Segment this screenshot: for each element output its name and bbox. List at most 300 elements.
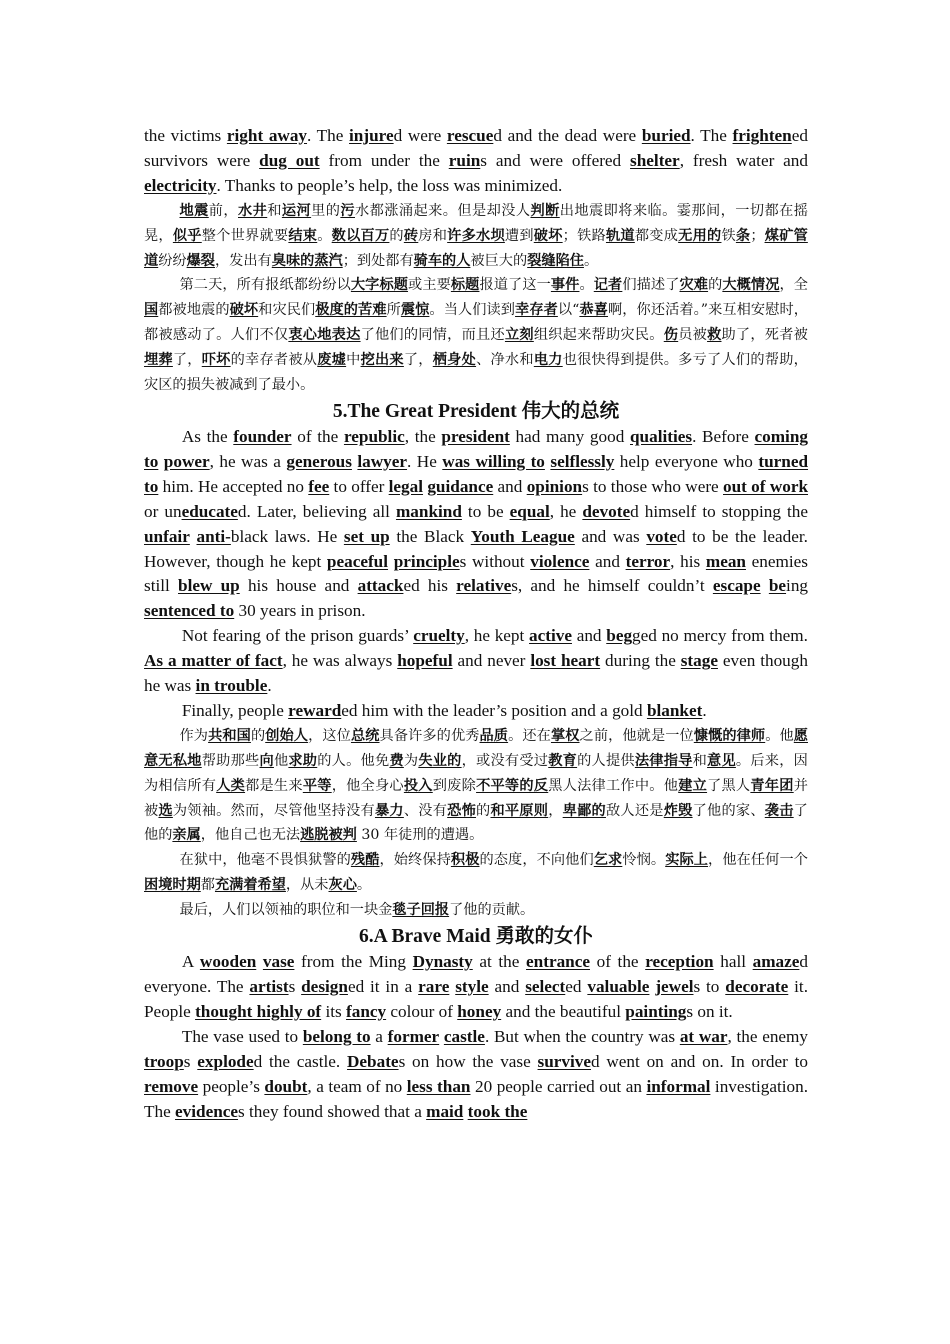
text-run: 助了，死者被 <box>721 327 808 344</box>
section5-english-paragraph-2 <box>144 624 808 699</box>
text-run: ，这位 <box>308 727 351 744</box>
key-term: escape <box>712 576 761 596</box>
key-term: set up <box>343 526 390 546</box>
key-term: 青年团 <box>750 777 794 794</box>
key-term: 似乎 <box>172 227 202 244</box>
text-run: ，始终保持 <box>379 852 451 869</box>
text-run: 以“ <box>557 302 580 319</box>
text-run: 。 <box>583 252 599 269</box>
text-run: 到废除 <box>432 777 477 794</box>
key-term: 毯子回报 <box>392 902 450 919</box>
text-run: . <box>267 676 272 696</box>
text-run: d to be the leader. However, though he kept <box>144 526 808 571</box>
key-term: artist <box>249 977 289 996</box>
key-term: 愿意无私地 <box>144 727 808 769</box>
key-term: ruin <box>448 150 481 170</box>
text-run: The vase used to <box>181 1026 303 1046</box>
key-term: style <box>455 977 489 996</box>
section5-chinese-paragraph-3 <box>144 898 808 923</box>
text-run: 。 <box>356 877 372 894</box>
key-term: beg <box>606 626 633 646</box>
key-term: less than <box>406 1076 471 1096</box>
text-run: of the <box>589 952 646 972</box>
text-run: during the <box>600 651 681 671</box>
text-run: s <box>183 1051 198 1071</box>
key-term: Youth League <box>470 526 575 546</box>
key-term: 法律指导 <box>634 752 693 769</box>
key-term: attack <box>357 576 404 596</box>
key-term: 袭击 <box>764 802 794 819</box>
key-term: entrance <box>526 952 590 972</box>
text-run: 铁 <box>721 227 736 244</box>
text-run: 了黑人 <box>707 777 751 794</box>
key-term: troop <box>144 1051 184 1071</box>
text-run: s on how the vase <box>398 1051 538 1071</box>
section5-title: 5.The Great President 伟大的总统 <box>332 400 620 422</box>
key-term: maid <box>426 1101 464 1121</box>
text-run: , fresh water and <box>679 150 808 170</box>
text-run: ，他自己也无法 <box>200 827 301 844</box>
text-run: a <box>370 1026 388 1046</box>
text-run: 、净水和 <box>476 352 534 369</box>
text-run: Finally, people <box>181 700 289 720</box>
text-run: and <box>488 977 526 996</box>
text-run: ed him with the leader’s position and a gold <box>341 700 647 720</box>
key-term: 不平等的反 <box>476 777 549 794</box>
key-term: castle <box>443 1026 485 1046</box>
text-run: d went on and on. In order to <box>591 1051 808 1071</box>
text-run: 在狱中，他毫不畏惧狱警的 <box>179 852 351 869</box>
text-run: his house and <box>239 576 358 596</box>
key-term: devote <box>582 501 631 521</box>
text-run: ed <box>565 977 588 996</box>
text-run: 30 年徒刑的遭遇。 <box>356 827 484 844</box>
text-run: 的 <box>476 802 491 819</box>
key-term: lawyer <box>357 451 408 471</box>
text-run: ；铁路 <box>562 227 606 244</box>
key-term: honey <box>457 1001 502 1021</box>
text-run: 啊，你还活着。”来互相安慰时，都被感动了。人们不仅 <box>144 302 808 344</box>
text-run: 水都涨涌起来。但是却没人 <box>355 202 531 219</box>
text-run: 之前，他就是一位 <box>579 727 694 744</box>
text-run: . He <box>407 451 443 471</box>
section6-title: 6.A Brave Maid 勇敢的女仆 <box>359 926 593 948</box>
text-run: had many good <box>509 426 630 446</box>
key-term: 污 <box>340 202 355 219</box>
key-term: 骑车的人 <box>413 252 471 269</box>
text-run: 、没有 <box>403 802 448 819</box>
text-run: 并被 <box>144 777 808 819</box>
key-term: rare <box>418 977 450 996</box>
key-term: remove <box>144 1076 199 1096</box>
key-term: 吓坏 <box>201 352 231 369</box>
key-term: founder <box>233 426 292 446</box>
key-term: 逃脱被判 <box>300 827 357 844</box>
key-term: out of work <box>723 476 809 496</box>
key-term: 平等 <box>302 777 332 794</box>
key-term: 地震 <box>179 202 209 219</box>
text-run: s on it. <box>686 1001 733 1021</box>
text-run: 了， <box>172 352 202 369</box>
key-term: violence <box>530 551 590 571</box>
key-term: 教育 <box>548 752 578 769</box>
text-run: ，从未 <box>285 877 329 894</box>
text-run: help everyone who <box>614 451 759 471</box>
key-term: 无用的 <box>678 227 722 244</box>
text-run: 都被地震的 <box>158 302 230 319</box>
text-run: ged no mercy from them. <box>632 626 808 646</box>
key-term: 大字标题 <box>350 277 409 294</box>
key-term: 残酷 <box>350 852 380 869</box>
key-term: 幸存者 <box>515 302 558 319</box>
key-term: 国 <box>144 302 159 319</box>
text-run: 遭到 <box>504 227 534 244</box>
text-run: 的 <box>250 727 266 744</box>
key-term: 废墟 <box>317 352 347 369</box>
key-term: select <box>525 977 566 996</box>
key-term: 震惊 <box>400 302 430 319</box>
key-term: fancy <box>346 1001 387 1021</box>
key-term: dug out <box>259 150 320 170</box>
key-term: design <box>301 977 348 996</box>
key-term: frighten <box>732 126 792 145</box>
text-run: , the <box>404 426 442 446</box>
key-term: anti- <box>196 526 231 546</box>
text-run: and <box>589 551 626 571</box>
text-run: enemies still <box>144 551 808 596</box>
section6-english-paragraph-1 <box>144 950 808 1025</box>
text-run: s they found showed that a <box>238 1101 427 1121</box>
text-run: ，他在任何一个 <box>708 852 808 869</box>
key-term: 破坏 <box>533 227 563 244</box>
text-run: 出地震即将来临。霎那间，一切都在摇晃， <box>144 202 808 244</box>
text-run: 最后，人们以领袖的职位和一块金 <box>179 902 393 919</box>
text-run: . The <box>307 126 350 145</box>
key-term: vase <box>262 952 295 972</box>
key-term: 标题 <box>450 277 480 294</box>
key-term: president <box>441 426 510 446</box>
key-term: guidance <box>427 476 494 496</box>
text-run: 。他 <box>765 727 794 744</box>
key-term: amaze <box>752 952 800 972</box>
key-term: 极度的苦难 <box>315 302 387 319</box>
text-run: , the enemy <box>727 1026 809 1046</box>
key-term: Dynasty <box>412 952 473 972</box>
key-term: 慷慨的律师 <box>693 727 766 744</box>
key-term: valuable <box>587 977 650 996</box>
key-term: 费 <box>389 752 404 769</box>
key-term: 许多水坝 <box>447 227 505 244</box>
text-run: 被巨大的 <box>470 252 528 269</box>
key-term: 数以百万 <box>331 227 390 244</box>
key-term: 砖 <box>403 227 419 244</box>
text-run: 和 <box>267 202 282 219</box>
text-run: d the castle. <box>253 1051 348 1071</box>
text-run: 也很快得到提供。多亏了人们的帮助，灾区的损失被减到了最小。 <box>144 352 808 394</box>
key-term: 求助 <box>288 752 318 769</box>
text-run: 的人提供 <box>577 752 635 769</box>
text-run: ；到处都有 <box>342 252 414 269</box>
text-run: 怜悯。 <box>622 852 666 869</box>
text-run: As the <box>181 426 234 446</box>
key-term: jewel <box>655 977 694 996</box>
text-run: 都 <box>200 877 215 894</box>
key-term: former <box>387 1026 440 1046</box>
key-term: 事件 <box>550 277 580 294</box>
key-term: opinion <box>526 476 583 496</box>
text-run: . Thanks to people’s help, the loss was minimized. <box>216 175 563 195</box>
section6-english-paragraph-2 <box>144 1025 808 1125</box>
key-term: 灰心 <box>328 877 357 894</box>
key-term: 恭喜 <box>579 302 609 319</box>
text-run: 纷纷 <box>158 252 187 269</box>
key-term: right away <box>226 126 308 145</box>
key-term: at war <box>679 1026 728 1046</box>
text-run: hall <box>713 952 753 972</box>
key-term: sentenced to <box>144 601 235 621</box>
text-run: 里的 <box>311 202 341 219</box>
text-run: , he was a <box>209 451 287 471</box>
key-term: blew up <box>178 576 240 596</box>
text-run <box>761 576 769 595</box>
key-term: 裂缝陷住 <box>527 252 584 269</box>
text-run: ing <box>786 576 809 596</box>
text-run: from the Ming <box>294 952 413 972</box>
key-term: 失业的 <box>418 752 462 769</box>
key-term: legal <box>388 476 424 496</box>
key-term: belong to <box>302 1026 371 1046</box>
key-term: 水井 <box>238 202 268 219</box>
key-term: 炸毁 <box>663 802 693 819</box>
text-run: , he was always <box>282 651 398 671</box>
key-term: electricity <box>144 175 217 195</box>
section5-chinese-paragraph-1 <box>144 724 808 849</box>
key-term: unfair <box>144 526 190 546</box>
text-run: him. He accepted no <box>158 476 309 496</box>
key-term: thought highly of <box>195 1001 322 1021</box>
text-run: 房和 <box>418 227 448 244</box>
key-term: 卑鄙的 <box>562 802 606 819</box>
text-run: to offer <box>329 476 389 496</box>
text-run: 们描述了 <box>622 277 680 294</box>
text-run: 前， <box>208 202 238 219</box>
text-run: 中 <box>346 352 361 369</box>
text-run: 30 years in prison. <box>234 601 366 621</box>
key-term: cruelty <box>413 626 465 646</box>
key-term: 记者 <box>593 277 623 294</box>
text-run: 和 <box>692 752 708 769</box>
text-run: ed survivors were <box>144 126 808 170</box>
key-term: 栖身处 <box>432 352 477 369</box>
section4-chinese-paragraph-1 <box>144 199 808 274</box>
key-term: 意见 <box>707 752 736 769</box>
text-run: 。 <box>579 277 594 294</box>
key-term: 救 <box>707 327 722 344</box>
text-run: 。还在 <box>508 727 551 744</box>
text-run: ，他全身心 <box>331 777 404 794</box>
key-term: stage <box>680 651 718 671</box>
text-run: d himself to stopping the <box>630 501 808 521</box>
text-run: and never <box>452 651 531 671</box>
key-term: fee <box>308 476 330 496</box>
key-term: 建立 <box>678 777 708 794</box>
key-term: 轨道 <box>605 227 635 244</box>
text-run: 的人。他免 <box>317 752 390 769</box>
text-run: d and the dead were <box>493 126 642 145</box>
key-term: terror <box>625 551 671 571</box>
text-run: 的态度，不向他们 <box>479 852 594 869</box>
key-term: was willing to <box>442 451 545 471</box>
key-term: hopeful <box>397 651 453 671</box>
text-run: , his <box>670 551 706 571</box>
key-term: Debate <box>347 1051 399 1071</box>
text-run: ed his <box>403 576 457 596</box>
key-term: 爆裂 <box>186 252 215 269</box>
key-term: 创始人 <box>265 727 309 744</box>
text-run: investigation. The <box>144 1076 809 1121</box>
key-term: wooden <box>199 952 257 972</box>
text-run: even though he was <box>144 651 808 696</box>
text-run: it. People <box>144 977 808 1021</box>
key-term: 实际上 <box>665 852 709 869</box>
text-run: 都是生来 <box>245 777 303 794</box>
key-term: 结束 <box>288 227 318 244</box>
key-term: painting <box>625 1001 687 1021</box>
key-term: 埋葬 <box>144 352 173 369</box>
key-term: 灾难 <box>679 277 709 294</box>
key-term: 人类 <box>216 777 246 794</box>
text-run: at the <box>472 952 527 972</box>
key-term: 投入 <box>403 777 433 794</box>
key-term: lost heart <box>530 651 601 671</box>
key-term: in trouble <box>195 676 268 696</box>
text-run: 为领袖。然而，尽管他坚持没有 <box>172 802 375 819</box>
key-term: peaceful <box>326 551 389 571</box>
key-term: 选 <box>158 802 173 819</box>
text-run: , he kept <box>464 626 530 646</box>
key-term: 大概情况 <box>722 277 780 294</box>
key-term: vote <box>646 526 677 546</box>
key-term: 条 <box>735 227 751 244</box>
key-term: rescue <box>446 126 494 145</box>
key-term: active <box>529 626 572 646</box>
key-term: shelter <box>630 150 680 170</box>
text-run: 的幸存者被从 <box>230 352 318 369</box>
text-run: colour of <box>386 1001 458 1021</box>
key-term: 煤矿管道 <box>144 227 808 269</box>
key-term: 亲属 <box>172 827 201 844</box>
text-run: d were <box>393 126 447 145</box>
section5-english-paragraph-3 <box>144 699 808 724</box>
text-run: 第二天，所有报纸都纷纷以 <box>179 277 351 294</box>
key-term: qualities <box>630 426 693 446</box>
section5-english-paragraph-1 <box>144 425 808 624</box>
key-term: buried <box>641 126 691 145</box>
text-run: its <box>321 1001 346 1021</box>
key-term: As a matter of fact <box>144 651 283 671</box>
key-term: 破坏 <box>229 302 259 319</box>
key-term: mankind <box>395 501 462 521</box>
text-run: 或主要 <box>408 277 451 294</box>
text-run: s and were offered <box>480 150 631 170</box>
text-run: from under the <box>319 150 449 170</box>
text-run: 员被 <box>678 327 708 344</box>
text-run <box>256 952 263 971</box>
text-run: and was <box>574 526 647 546</box>
section5-chinese-paragraph-2 <box>144 848 808 898</box>
key-term: be <box>768 576 787 596</box>
text-run: 了他的 <box>144 802 808 844</box>
text-run: ； <box>750 227 765 244</box>
key-term: coming to <box>144 426 808 471</box>
text-run: the Black <box>389 526 471 546</box>
text-run: 都变成 <box>634 227 679 244</box>
document-page <box>144 124 808 1124</box>
text-run: 了他们的同情，而且还 <box>360 327 505 344</box>
text-run: 。当人们读到 <box>429 302 516 319</box>
text-run: . The <box>690 126 733 145</box>
key-term: took the <box>467 1101 528 1121</box>
text-run: s to those who were <box>582 476 723 496</box>
text-run: to be <box>461 501 510 521</box>
key-term: 电力 <box>533 352 563 369</box>
text-run: 作为 <box>179 727 209 744</box>
text-run: 了他的贡献。 <box>449 902 535 919</box>
text-run: people’s <box>198 1076 265 1096</box>
key-term: turned to <box>144 451 809 496</box>
key-term: equal <box>509 501 550 521</box>
key-term: reward <box>288 700 342 720</box>
text-run: or un <box>144 501 182 521</box>
key-term: explode <box>197 1051 254 1071</box>
text-run: s, and he himself couldn’t <box>511 576 713 596</box>
text-run: ed it in a <box>347 977 419 996</box>
text-run: ，全 <box>779 277 808 294</box>
key-term: 和平原则 <box>490 802 549 819</box>
key-term: 判断 <box>530 202 560 219</box>
text-run: . But when the country was <box>484 1026 680 1046</box>
key-term: principle <box>393 551 460 571</box>
text-run: 的 <box>389 227 404 244</box>
key-term: decorate <box>725 977 789 996</box>
text-run: ，发出有 <box>214 252 272 269</box>
key-term: relative <box>456 576 512 596</box>
key-term: 总统 <box>350 727 380 744</box>
key-term: 伤 <box>663 327 679 344</box>
section4-english-paragraph <box>144 124 808 199</box>
text-run: 他 <box>273 752 289 769</box>
section4-chinese-paragraph-2 <box>144 273 808 398</box>
text-run: 。 <box>317 227 332 244</box>
text-run: 敌人还是 <box>605 802 664 819</box>
text-run: 帮助那些 <box>201 752 260 769</box>
text-run: ， <box>548 802 563 819</box>
text-run: 。后来，因为相信所有 <box>144 752 808 794</box>
text-run: Not fearing of the prison guards’ <box>181 626 414 646</box>
key-term: 恐怖 <box>447 802 477 819</box>
key-term: 暴力 <box>374 802 404 819</box>
text-run: and the beautiful <box>501 1001 626 1021</box>
text-run: , he <box>549 501 583 521</box>
key-term: 品质 <box>479 727 509 744</box>
text-run: s to <box>693 977 726 996</box>
text-run: and <box>571 626 607 646</box>
key-term: 臭味的蒸汽 <box>271 252 343 269</box>
key-term: survive <box>537 1051 591 1071</box>
key-term: 困境时期 <box>144 877 201 894</box>
key-term: power <box>163 451 210 471</box>
text-run: 了他的家、 <box>692 802 765 819</box>
